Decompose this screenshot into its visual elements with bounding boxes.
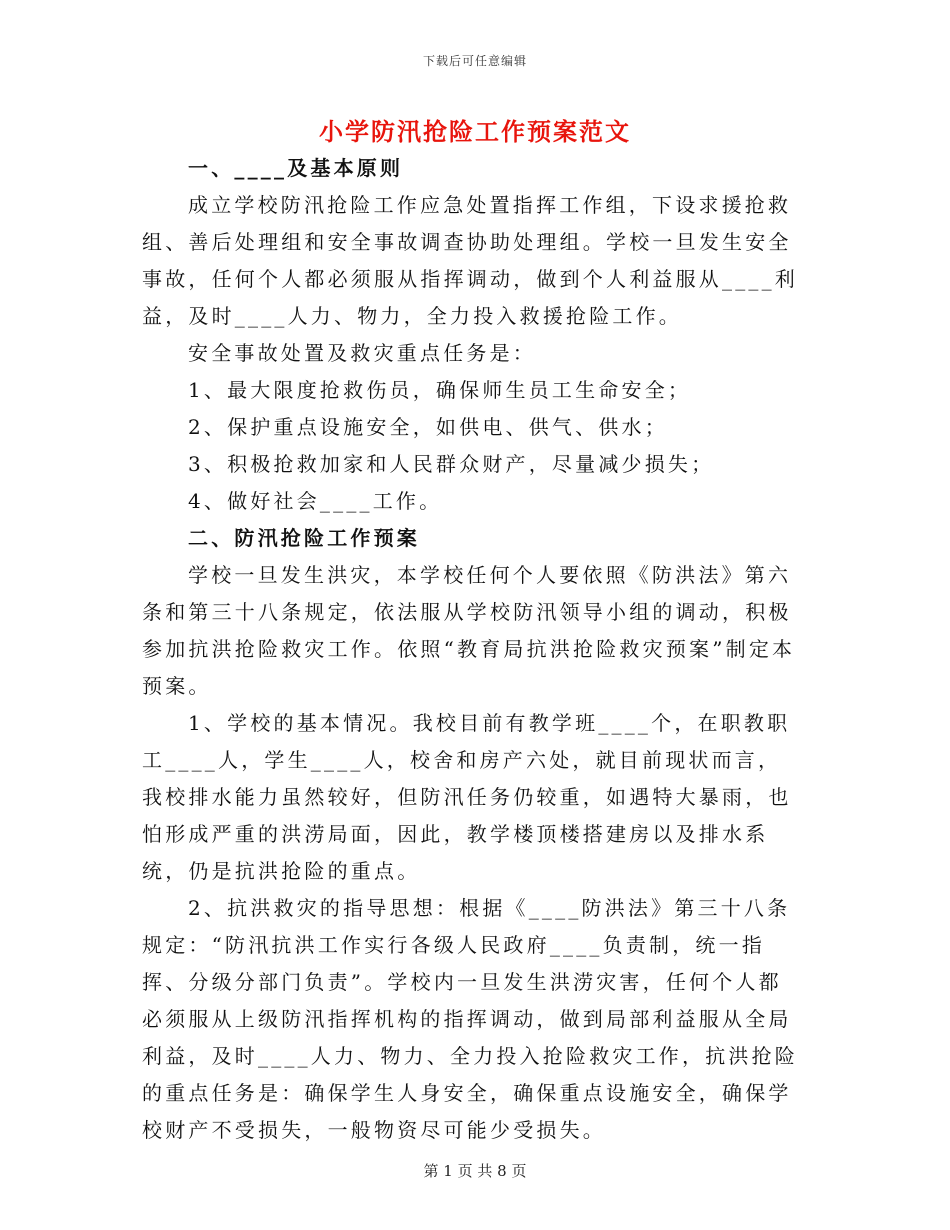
list-item: 3、积极抢救加家和人民群众财产，尽量减少损失；: [188, 452, 715, 476]
body-paragraph: 成立学校防汛抢险工作应急处置指挥工作组，下设求援抢救组、善后处理组和安全事故调查协助处理组。学校一旦发生安全事故，任何个人都必须服从指挥调动，做到个人利益服从____利益，及时____人力、物力，全力投入救援抢险工作。: [142, 193, 798, 328]
section-heading-2: 二、防汛抢险工作预案: [188, 526, 420, 550]
document-body: [142, 150, 802, 1149]
document-title: 小学防汛抢险工作预案范文: [319, 117, 631, 146]
list-item: 2、保护重点设施安全，如供电、供气、供水；: [188, 415, 668, 439]
body-paragraph: 1、学校的基本情况。我校目前有教学班____个，在职教职工____人，学生____人，校舍和房产六处，就目前现状而言，我校排水能力虽然较好，但防汛任务仍较重，如遇特大暴雨，也怕形成严重的洪涝局面，因此，教学楼顶楼搭建房以及排水系统，仍是抗洪抢险的重点。: [142, 711, 792, 883]
body-paragraph: 安全事故处置及救灾重点任务是：: [188, 341, 536, 365]
body-paragraph: 2、抗洪救灾的指导思想：根据《____防洪法》第三十八条规定：“防汛抗洪工作实行各级人民政府____负责制，统一指挥、分级分部门负责”。学校内一旦发生洪涝灾害，任何个人都必须服从上级防汛指挥机构的指挥调动，做到局部利益服从全局利益，及时____人力、物力、全力投入抢险救灾工作，抗洪抢险的重点任务是：确保学生人身安全，确保重点设施安全，确保学校财产不受损失，一般物资尽可能少受损失。: [142, 896, 798, 1142]
list-item: 1、最大限度抢救伤员，确保师生员工生命安全；: [188, 378, 692, 402]
list-item: 4、做好社会____工作。: [188, 489, 443, 513]
body-paragraph: 学校一旦发生洪灾，本学校任何个人要依照《防洪法》第六条和第三十八条规定，依法服从学校防汛领导小组的调动，积极参加抗洪抢险救灾工作。依照“教育局抗洪抢险救灾预案”制定本预案。: [142, 563, 796, 698]
page-header-note: 下载后可任意编辑: [422, 54, 527, 68]
page-number-footer: 第 1 页 共 8 页: [423, 1162, 527, 1180]
section-heading-1: 一、____及基本原则: [188, 156, 404, 180]
